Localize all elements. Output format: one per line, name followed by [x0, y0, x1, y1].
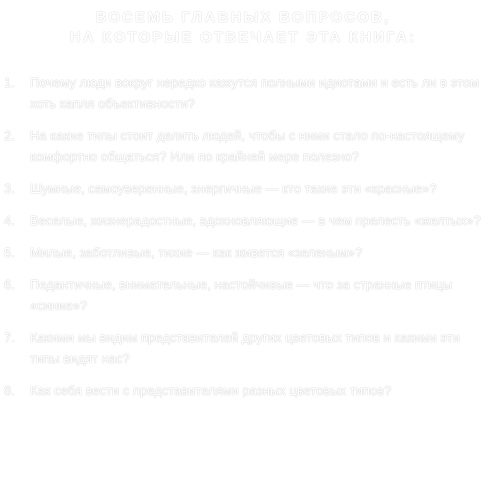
item-text: Как себя вести с представителями разных цветовых типов?: [30, 383, 392, 398]
list-item: [4, 210, 482, 231]
list-item: [4, 178, 482, 199]
item-text: На какие типы стоит делить людей, чтобы с ними стало по-настоящему комфортно общаться? Или по крайней мере полезно?: [30, 128, 465, 164]
title-line-1: ВОСЕМЬ ГЛАВНЫХ ВОПРОСОВ,: [95, 9, 391, 26]
page-title: [4, 8, 482, 48]
item-number: 4.: [4, 213, 15, 228]
item-number: 3.: [4, 181, 15, 196]
item-text: Педантичные, внимательные, настойчивые — что за странные птицы «синие»?: [30, 277, 453, 313]
item-text: Почему люди вокруг нередко кажутся полными идиотами и есть ли в этом хоть капля объективности?: [30, 75, 480, 111]
item-number: 2.: [4, 128, 15, 143]
item-number: 8.: [4, 383, 15, 398]
item-number: 5.: [4, 245, 15, 260]
questions-list: [4, 72, 482, 401]
title-line-2: НА КОТОРЫЕ ОТВЕЧАЕТ ЭТА КНИГА:: [69, 29, 417, 46]
list-item: [4, 125, 482, 167]
item-text: Какими мы видим представителей других цветовых типов и какими эти типы видят нас?: [30, 330, 460, 366]
list-item: [4, 327, 482, 369]
list-item: [4, 72, 482, 114]
item-text: Шумные, самоуверенные, энергичные — кто такие эти «красные»?: [30, 181, 437, 196]
list-item: [4, 274, 482, 316]
list-item: [4, 242, 482, 263]
item-text: Милые, заботливые, тихие — как живется «зеленым»?: [30, 245, 363, 260]
item-text: Веселые, жизнерадостные, вдохновляющие — в чем прелесть «желтых»?: [30, 213, 481, 228]
item-number: 1.: [4, 75, 15, 90]
item-number: 7.: [4, 330, 15, 345]
list-item: [4, 380, 482, 401]
item-number: 6.: [4, 277, 15, 292]
